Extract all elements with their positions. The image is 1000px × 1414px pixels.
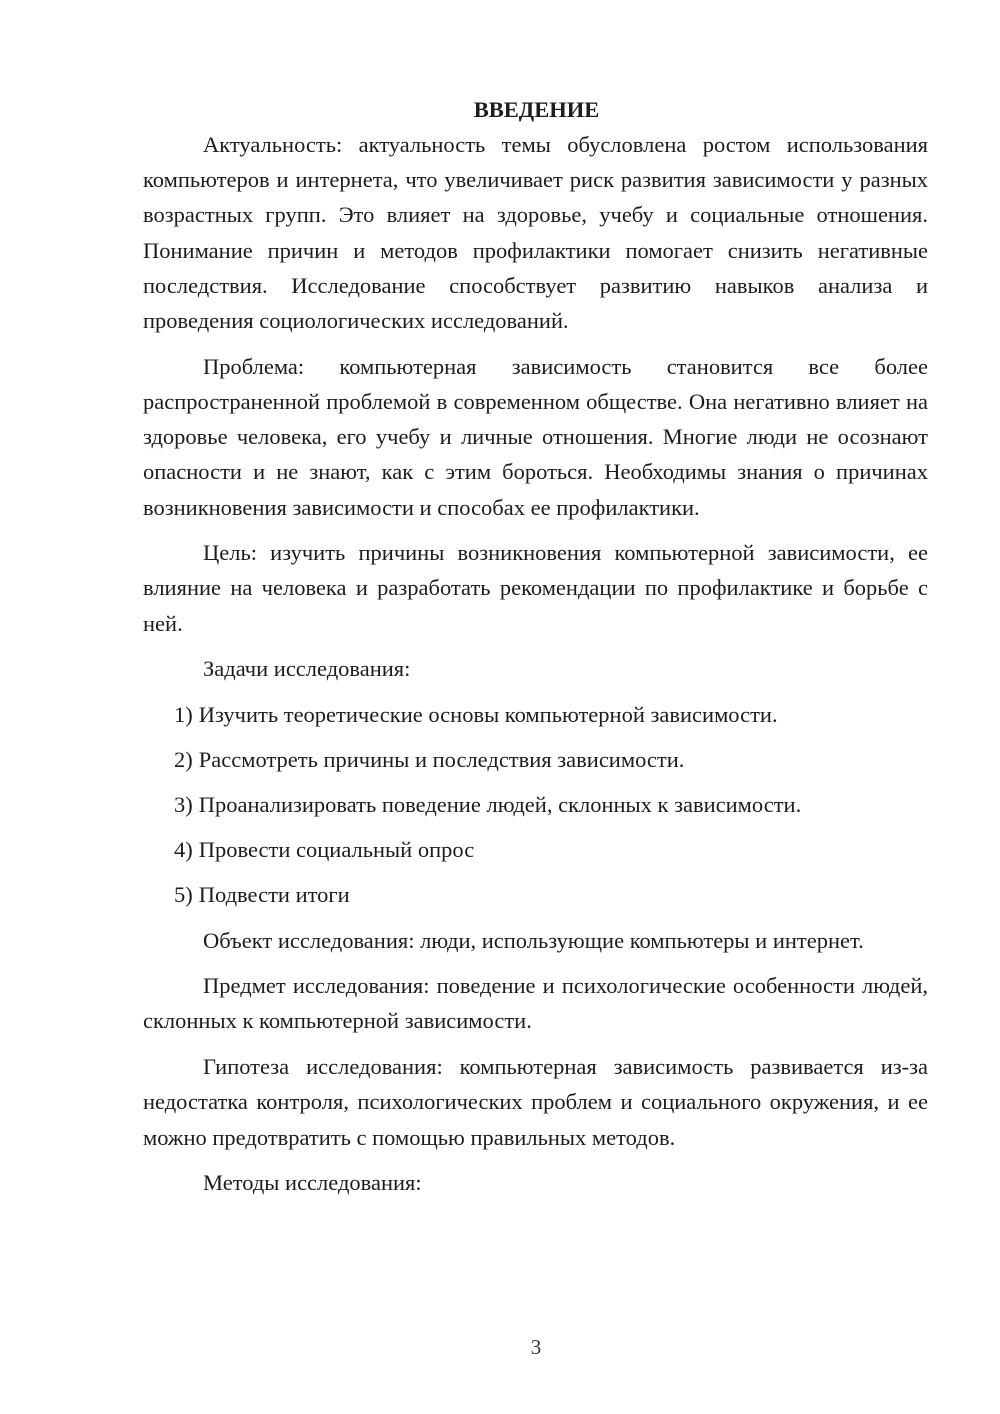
list-item-text: Изучить теоретические основы компьютерной зависимости. xyxy=(198,702,778,728)
list-item-number: 1) xyxy=(174,702,193,728)
paragraph-problem: Проблема: компьютерная зависимость становится все более распространенной проблемой в современном обществе. Она негативно влияет на здоровье человека, его учебу и личные отношения. Многие люди не осознают опасности и не знают, как с этим бороться. Необходимы знания о причинах возникновения зависимости и способах ее профилактики. xyxy=(143,353,928,520)
list-item-number: 3) xyxy=(174,792,193,818)
page-number: 3 xyxy=(530,1335,542,1359)
list-item-text: Подвести итоги xyxy=(198,882,350,908)
list-item-number: 2) xyxy=(174,747,193,773)
paragraph-relevance: Актуальность: актуальность темы обусловлена ростом использования компьютеров и интернета, что увеличивает риск развития зависимости у разных возрастных групп. Это влияет на здоровье, учебу и социальные отношения. Понимание причин и методов профилактики помогает снизить негативные последствия. Исследование способствует развитию навыков анализа и проведения социологических исследований. xyxy=(143,132,928,334)
paragraph-object: Объект исследования: люди, использующие компьютеры и интернет. xyxy=(203,927,864,953)
list-item-text: Провести социальный опрос xyxy=(198,837,475,863)
tasks-title: Задачи исследования: xyxy=(203,656,411,682)
methods-title: Методы исследования: xyxy=(203,1170,422,1196)
paragraph-subject: Предмет исследования: поведение и психологические особенности людей, склонных к компьютерной зависимости. xyxy=(143,973,928,1034)
paragraph-hypothesis: Гипотеза исследования: компьютерная зависимость развивается из-за недостатка контроля, психологических проблем и социального окружения, и ее можно предотвратить с помощью правильных методов. xyxy=(143,1054,928,1150)
section-heading: ВВЕДЕНИЕ xyxy=(473,97,600,122)
list-item-number: 5) xyxy=(174,882,193,908)
document-page xyxy=(143,92,928,1200)
list-item-text: Проанализировать поведение людей, склонных к зависимости. xyxy=(198,792,802,818)
list-item xyxy=(143,697,928,732)
list-item xyxy=(143,877,928,912)
list-item xyxy=(143,787,928,822)
list-item xyxy=(143,832,928,867)
list-item xyxy=(143,742,928,777)
tasks-list xyxy=(143,697,928,912)
list-item-number: 4) xyxy=(174,837,193,863)
paragraph-goal: Цель: изучить причины возникновения компьютерной зависимости, ее влияние на человека и разработать рекомендации по профилактике и борьбе с ней. xyxy=(143,540,928,636)
list-item-text: Рассмотреть причины и последствия зависимости. xyxy=(198,747,685,773)
